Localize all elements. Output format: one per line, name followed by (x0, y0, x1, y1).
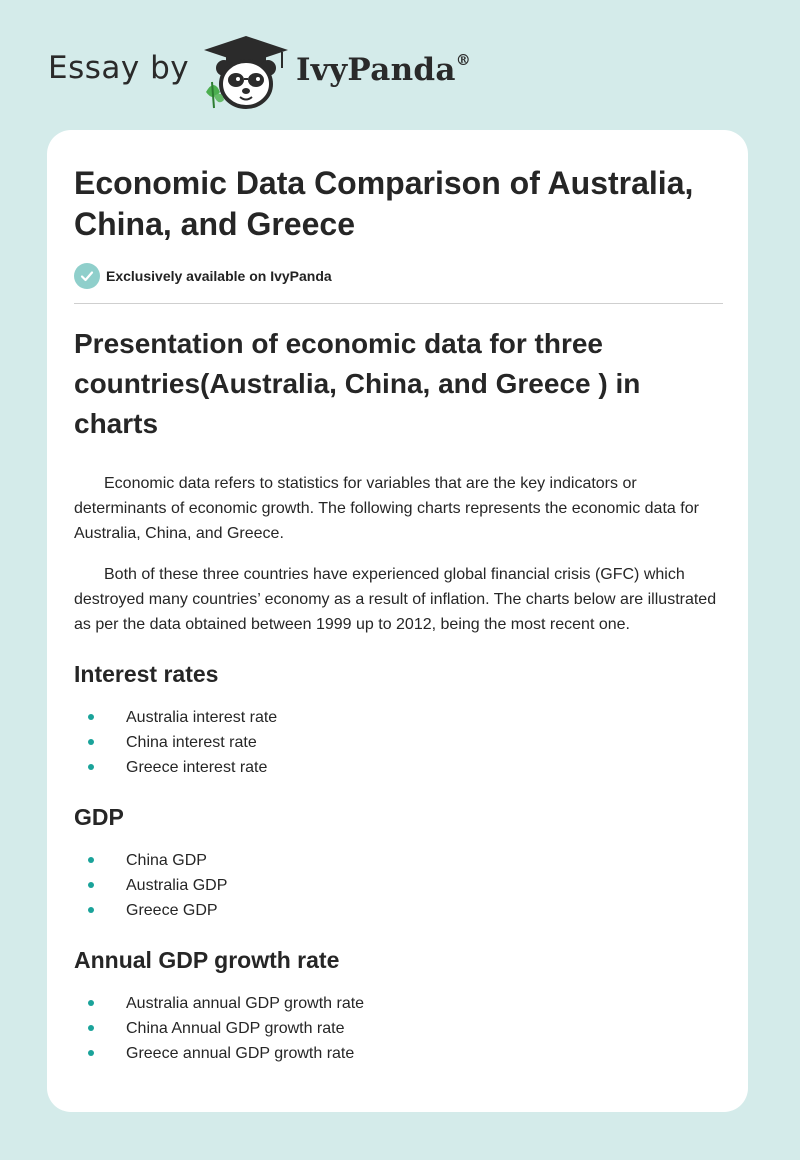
gdp-list (74, 848, 724, 923)
subheading-interest-rates: Interest rates (74, 661, 219, 687)
essay-body (74, 324, 724, 1066)
bullet-icon (88, 1050, 94, 1056)
checkmark-icon (74, 263, 100, 289)
interest-rates-list (74, 705, 724, 780)
list-item (74, 991, 724, 1016)
list-item-text: Greece GDP (126, 902, 218, 919)
list-item-text: Australia annual GDP growth rate (126, 995, 365, 1012)
bullet-icon (88, 714, 94, 720)
ivypanda-logo-icon[interactable] (200, 34, 292, 112)
paragraph: Both of these three countries have experienced global financial crisis (GFC) which destroyed many countries’ economy as a result of inflation. The charts below are illustrated as per the data obtained between 1999 up to 2012, being the most recent one. (74, 566, 717, 633)
section-heading: Presentation of economic data for three countries(Australia, China, and Greece ) in charts (74, 328, 641, 439)
subheading-gdp: GDP (74, 804, 124, 830)
list-item (74, 705, 724, 730)
bullet-icon (88, 739, 94, 745)
brand-name[interactable] (296, 52, 471, 88)
list-item (74, 1041, 724, 1066)
annual-gdp-growth-list (74, 991, 724, 1066)
list-item (74, 755, 724, 780)
registered-mark: ® (455, 50, 472, 69)
list-item-text: China interest rate (126, 734, 257, 751)
bullet-icon (88, 907, 94, 913)
title-divider (74, 303, 723, 304)
paragraph: Economic data refers to statistics for variables that are the key indicators or determinants of economic growth. The following charts represents the economic data for Australia, China, and Greece. (74, 475, 699, 542)
exclusive-badge (74, 263, 332, 289)
list-item (74, 848, 724, 873)
list-item-text: Greece interest rate (126, 759, 268, 776)
bullet-icon (88, 1000, 94, 1006)
subheading-annual-gdp-growth: Annual GDP growth rate (74, 947, 340, 973)
bullet-icon (88, 1025, 94, 1031)
list-item (74, 873, 724, 898)
list-item (74, 1016, 724, 1041)
list-item-text: Greece annual GDP growth rate (126, 1045, 355, 1062)
brand-text: IvyPanda (296, 52, 456, 88)
badge-label: Exclusively available on IvyPanda (106, 268, 332, 284)
page-title: Economic Data Comparison of Australia, China, and Greece (74, 165, 694, 242)
essay-card (47, 130, 748, 1112)
list-item (74, 730, 724, 755)
bullet-icon (88, 764, 94, 770)
list-item-text: Australia interest rate (126, 709, 278, 726)
list-item-text: Australia GDP (126, 877, 228, 894)
site-header (0, 0, 800, 130)
essay-by-label: Essay by (48, 50, 190, 86)
bullet-icon (88, 857, 94, 863)
list-item (74, 898, 724, 923)
bullet-icon (88, 882, 94, 888)
list-item-text: China GDP (126, 852, 207, 869)
list-item-text: China Annual GDP growth rate (126, 1020, 345, 1037)
